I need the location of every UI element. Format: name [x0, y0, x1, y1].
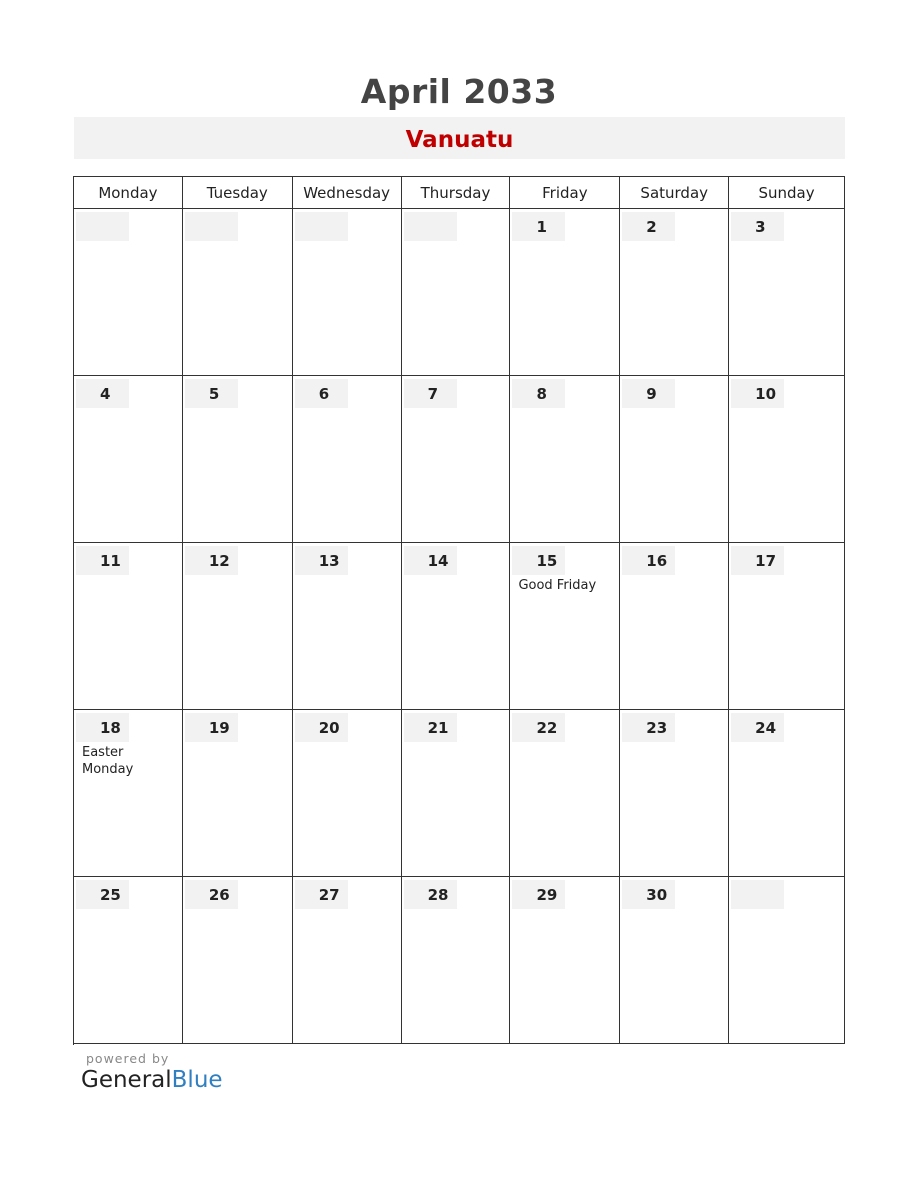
day-number: 30 — [622, 880, 675, 909]
day-cell[interactable] — [74, 376, 183, 543]
day-cell[interactable] — [183, 877, 293, 1044]
day-cell[interactable] — [620, 710, 729, 877]
weekday-header-row — [74, 177, 845, 209]
day-cell[interactable] — [510, 543, 620, 710]
day-cell[interactable] — [402, 376, 511, 543]
day-cell[interactable] — [402, 710, 511, 877]
day-number: 10 — [731, 379, 784, 408]
day-number: 18 — [76, 713, 129, 742]
day-number: 9 — [622, 379, 675, 408]
day-number: 15 — [512, 546, 565, 575]
day-cell[interactable] — [729, 209, 845, 376]
day-number: 17 — [731, 546, 784, 575]
day-cell[interactable] — [293, 877, 402, 1044]
day-cell[interactable] — [620, 209, 729, 376]
day-number: 6 — [295, 379, 348, 408]
weekday-header: Friday — [510, 177, 620, 209]
day-cell[interactable] — [620, 543, 729, 710]
week-row — [74, 376, 845, 543]
country-name: Vanuatu — [405, 127, 514, 153]
day-number: 2 — [622, 212, 675, 241]
day-cell[interactable] — [510, 710, 620, 877]
day-number: 13 — [295, 546, 348, 575]
day-cell[interactable] — [402, 877, 511, 1044]
brand-logo-general: General — [81, 1067, 172, 1093]
day-cell[interactable] — [74, 877, 183, 1044]
weekday-header: Monday — [74, 177, 183, 209]
powered-by-label: powered by — [86, 1051, 170, 1066]
day-number: 8 — [512, 379, 565, 408]
day-number: 24 — [731, 713, 784, 742]
day-cell[interactable] — [293, 543, 402, 710]
day-cell[interactable] — [183, 543, 293, 710]
week-row — [74, 710, 845, 877]
day-cell[interactable] — [620, 376, 729, 543]
day-number — [76, 212, 129, 241]
day-cell[interactable] — [510, 209, 620, 376]
day-number: 21 — [404, 713, 457, 742]
day-number: 29 — [512, 880, 565, 909]
day-cell[interactable] — [729, 710, 845, 877]
day-number: 28 — [404, 880, 457, 909]
weekday-header: Thursday — [402, 177, 511, 209]
day-cell[interactable] — [183, 376, 293, 543]
day-number: 11 — [76, 546, 129, 575]
week-row — [74, 209, 845, 376]
calendar-weeks — [74, 209, 845, 1044]
day-cell[interactable] — [402, 209, 511, 376]
day-number: 19 — [185, 713, 238, 742]
day-number: 27 — [295, 880, 348, 909]
day-number — [731, 880, 784, 909]
day-number: 3 — [731, 212, 784, 241]
page-title: April 2033 — [360, 72, 558, 111]
day-cell[interactable] — [620, 877, 729, 1044]
day-number: 23 — [622, 713, 675, 742]
weekday-header: Saturday — [620, 177, 729, 209]
day-cell[interactable] — [293, 710, 402, 877]
day-number — [295, 212, 348, 241]
day-number: 20 — [295, 713, 348, 742]
day-cell[interactable] — [74, 543, 183, 710]
day-number: 7 — [404, 379, 457, 408]
day-cell[interactable] — [74, 209, 183, 376]
weekday-header: Wednesday — [293, 177, 402, 209]
day-number: 1 — [512, 212, 565, 241]
day-cell[interactable] — [183, 710, 293, 877]
brand-logo[interactable] — [81, 1067, 223, 1093]
holiday-label: Easter Monday — [82, 745, 134, 777]
day-cell[interactable] — [293, 376, 402, 543]
day-number: 16 — [622, 546, 675, 575]
day-cell[interactable] — [510, 877, 620, 1044]
day-cell[interactable] — [74, 710, 183, 877]
week-row — [74, 543, 845, 710]
day-number — [185, 212, 238, 241]
day-number: 22 — [512, 713, 565, 742]
day-number: 4 — [76, 379, 129, 408]
day-number — [404, 212, 457, 241]
day-number: 5 — [185, 379, 238, 408]
weekday-header: Sunday — [729, 177, 845, 209]
brand-logo-blue: Blue — [171, 1067, 223, 1093]
day-number: 14 — [404, 546, 457, 575]
day-cell[interactable] — [729, 543, 845, 710]
day-number: 12 — [185, 546, 238, 575]
day-cell[interactable] — [183, 209, 293, 376]
weekday-header: Tuesday — [183, 177, 293, 209]
week-row — [74, 877, 845, 1044]
day-cell[interactable] — [402, 543, 511, 710]
day-cell[interactable] — [729, 877, 845, 1044]
day-number: 25 — [76, 880, 129, 909]
day-number: 26 — [185, 880, 238, 909]
day-cell[interactable] — [729, 376, 845, 543]
holiday-label: Good Friday — [518, 578, 597, 593]
day-cell[interactable] — [293, 209, 402, 376]
calendar-grid — [73, 176, 845, 1045]
day-cell[interactable] — [510, 376, 620, 543]
country-band — [74, 117, 845, 159]
